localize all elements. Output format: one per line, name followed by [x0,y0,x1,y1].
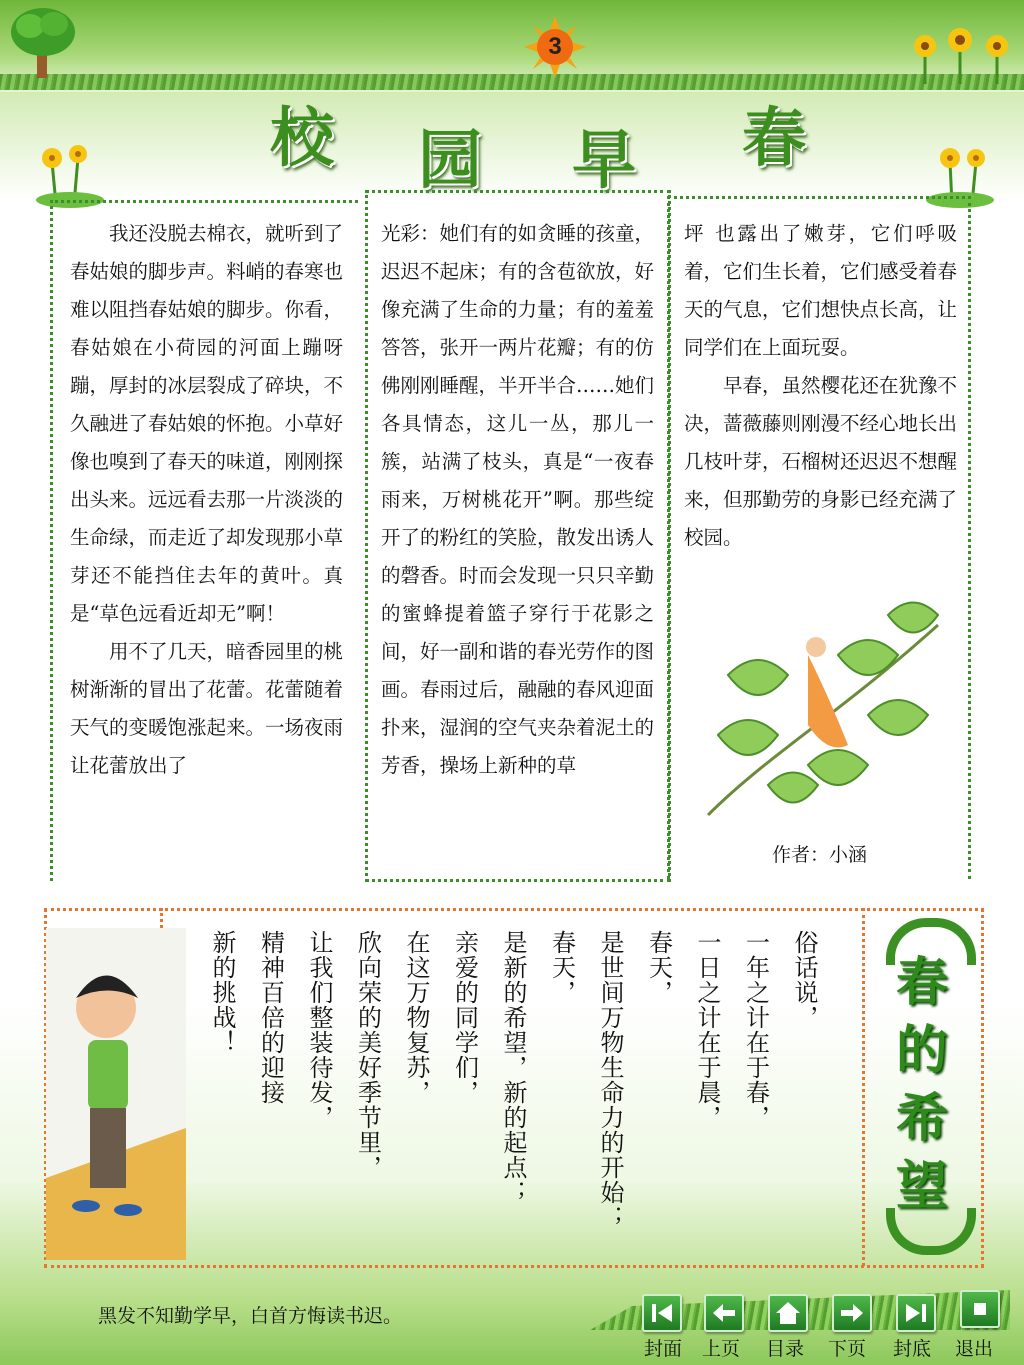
proverb: 黑发不知勤学早，白首方悔读书迟。 [98,1305,403,1327]
poem-line: 一日之计在于晨， [693,930,721,1130]
poem-line: 精神百倍的迎接 [256,930,285,1105]
poem-divider-left [160,908,163,928]
poem-line: 一年之计在于春， [741,930,770,1130]
poem-line: 俗话说， [790,930,818,1030]
leaves-illustration [688,595,958,825]
arrow-left-icon [710,1300,738,1326]
home-icon [774,1300,802,1326]
article-column-2 [381,215,654,785]
poem-line: 新的挑战！ [208,930,236,1055]
arrow-right-icon [838,1300,866,1326]
page-number: 3 [548,33,562,60]
poem-title-char: 希 [895,1089,948,1149]
poem-line: 亲爱的同学们， [450,930,479,1105]
poem-title-char: 春 [895,953,948,1013]
poem-text [208,930,828,1250]
article-paragraph: 用不了几天，暗香园里的桃树渐渐的冒出了花蕾。花蕾随着天气的变暖饱涨起来。一场夜雨让花蕾放出了 [70,640,344,777]
sunflowers-icon [905,22,1020,84]
poem-divider [862,908,865,1266]
author-credit: 作者：小涵 [772,844,868,866]
prev-page-button[interactable] [704,1294,744,1332]
article-column-1 [70,215,343,785]
article-column-3 [684,215,957,557]
poem-line: 春天， [547,930,576,1005]
exit-button[interactable] [960,1290,1000,1328]
poem-line: 在这万物复苏， [402,930,430,1105]
title-char-2: 园 [418,124,482,198]
title-char-4: 春 [742,102,806,176]
title-char-1: 校 [270,102,334,176]
article-paragraph: 光彩：她们有的如贪睡的孩童，迟迟不起床；有的含苞欲放，好像充满了生命的力量；有的羞羞答答，张开一两片花瓣；有的仿佛刚刚睡醒，半开半合……她们各具情态，这儿一丛，那儿一簇，站满了枝头，真是“一夜春雨来，万树桃花开”啊。那些绽开了的粉红的笑脸，散发出诱人的磬香。时而会发现一只只辛勤的蜜蜂提着篮子穿行于花影之间，好一副和谐的春光劳作的图画。春雨过后，融融的春风迎面扑来，湿润的空气夹杂着泥土的芳香，操场上新种的草 [381,222,655,777]
last-page-button[interactable] [896,1294,936,1332]
title-char-3: 早 [572,124,636,198]
next-page-button[interactable] [832,1294,872,1332]
grass-border [0,74,1024,90]
first-page-button[interactable] [642,1294,682,1332]
nav-label-exit[interactable]: 退出 [955,1338,994,1360]
bracket-bottom-icon [886,1208,976,1255]
nav-label-next[interactable]: 下页 [828,1338,867,1360]
nav-label-contents[interactable]: 目录 [766,1338,805,1360]
contents-button[interactable] [768,1294,808,1332]
boy-illustration [46,928,186,1260]
nav-label-prev[interactable]: 上页 [702,1338,741,1360]
flower-left-icon [30,138,110,208]
poem-title-char: 的 [895,1021,948,1081]
last-page-icon [902,1300,930,1326]
poem-line: 欣向荣的美好季节里， [353,930,382,1180]
nav-label-cover[interactable]: 封面 [644,1338,683,1360]
stop-icon [966,1296,994,1322]
article-paragraph: 坪 也露出了嫩芽，它们呼吸着，它们生长着，它们感受着春天的气息，它们想快点长高，让同学们在上面玩耍。 [684,222,958,359]
first-page-icon [648,1300,676,1326]
article-paragraph: 我还没脱去棉衣，就听到了春姑娘的脚步声。料峭的春寒也难以阻挡春姑娘的脚步。你看，春姑娘在小荷园的河面上蹦呀蹦，厚封的冰层裂成了碎块，不久融进了春姑娘的怀抱。小草好像也嗅到了春天的味道，刚刚探出头来。远远看去那一片淡淡的生命绿，而走近了却发现那小草芽还不能挡住去年的黄叶。真是“草色远看近却无”啊！ [70,222,344,625]
poem-line: 春天， [644,930,673,1005]
tree-icon [8,6,78,80]
poem-line: 让我们整装待发， [305,930,333,1130]
poem-line: 是世间万物生命力的开始； [596,930,624,1230]
poem-title-char: 望 [895,1157,948,1217]
poem-line: 是新的希望，新的起点； [499,930,527,1205]
article-paragraph: 早春，虽然樱花还在犹豫不决，蔷薇藤则刚漫不经心地长出几枝叶芽，石榴树还迟迟不想醒来，但那勤劳的身影已经充满了校园。 [684,374,958,549]
nav-label-back-cover[interactable]: 封底 [893,1338,932,1360]
poem-title [876,918,968,1254]
